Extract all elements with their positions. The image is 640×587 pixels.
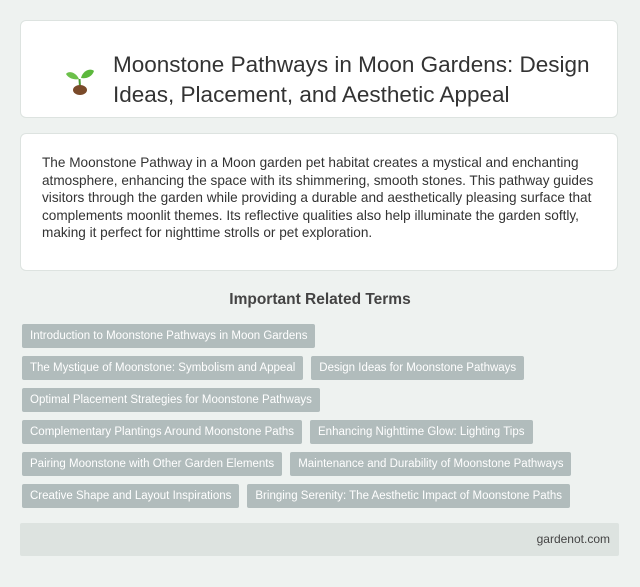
term-tag[interactable]: Bringing Serenity: The Aesthetic Impact of Moonstone Paths — [247, 484, 570, 508]
term-tag[interactable]: Design Ideas for Moonstone Pathways — [311, 356, 524, 380]
term-row — [22, 484, 622, 508]
term-tag[interactable]: Enhancing Nighttime Glow: Lighting Tips — [310, 420, 532, 444]
term-tag[interactable]: Introduction to Moonstone Pathways in Moon Gardens — [22, 324, 315, 348]
footer — [20, 523, 619, 556]
term-tag[interactable]: The Mystique of Moonstone: Symbolism and Appeal — [22, 356, 303, 380]
footer-site-link[interactable]: gardenot.com — [536, 532, 610, 546]
intro-paragraph: The Moonstone Pathway in a Moon garden pet habitat creates a mystical and enchanting atmosphere, enhancing the space with its shimmering, smooth stones. This pathway guides visitors through the garden while providing a durable and aesthetically pleasing surface that complements moonlit themes. Its reflective qualities also help illuminate the garden softly, making it perfect for nighttime strolls or pet exploration. — [42, 155, 594, 240]
term-row — [22, 324, 622, 348]
term-row — [22, 356, 622, 380]
related-terms-list — [22, 324, 622, 516]
term-tag[interactable]: Maintenance and Durability of Moonstone Pathways — [290, 452, 571, 476]
term-tag[interactable]: Creative Shape and Layout Inspirations — [22, 484, 239, 508]
term-tag[interactable]: Pairing Moonstone with Other Garden Elements — [22, 452, 282, 476]
term-row — [22, 388, 622, 412]
seedling-icon — [65, 65, 95, 95]
term-row — [22, 452, 622, 476]
page-title: Moonstone Pathways in Moon Gardens: Design Ideas, Placement, and Aesthetic Appeal — [113, 52, 590, 107]
related-terms-heading: Important Related Terms — [229, 291, 411, 308]
term-tag[interactable]: Complementary Plantings Around Moonstone Paths — [22, 420, 302, 444]
title-card — [20, 20, 618, 118]
term-row — [22, 420, 622, 444]
intro-card — [20, 133, 618, 271]
term-tag[interactable]: Optimal Placement Strategies for Moonstone Pathways — [22, 388, 320, 412]
